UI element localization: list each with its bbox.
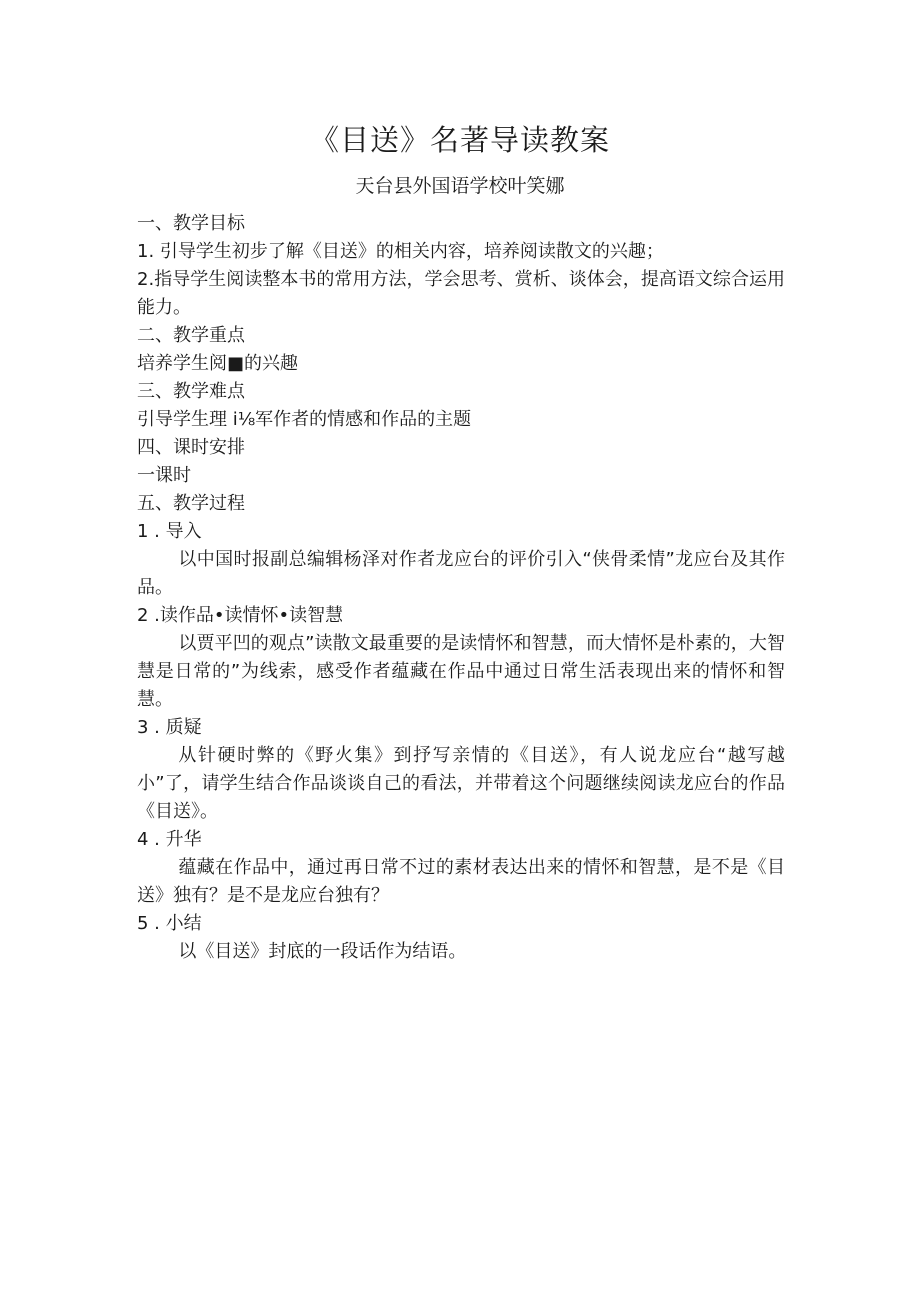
- step-title-5: 5 . 小结: [137, 913, 202, 934]
- step-text-2: 以贾平凹的观点”读散文最重要的是读情怀和智慧，而大情怀是朴素的，大智慧是日常的”为线索，感受作者蕴藏在作品中通过日常生活表现出来的情怀和智慧。: [137, 633, 785, 710]
- section-heading-goals: 一、教学目标: [137, 213, 245, 234]
- key-points-text: 培养学生阅■的兴趣: [137, 353, 299, 374]
- step-title-2: 2 .读作品•读情怀•读智慧: [137, 605, 344, 626]
- step-text-3: 从针硬时弊的《野火集》到抒写亲情的《目送》，有人说龙应台“越写越小”了，请学生结合作品谈谈自己的看法，并带着这个问题继续阅读龙应台的作品《目送》。: [137, 745, 785, 822]
- document-body: [137, 210, 785, 966]
- section-heading-schedule: 四、课时安排: [137, 437, 245, 458]
- step-title-4: 4 . 升华: [137, 829, 202, 850]
- section-heading-difficulties: 三、教学难点: [137, 381, 245, 402]
- schedule-text: 一课时: [137, 465, 191, 486]
- step-text-1: 以中国时报副总编辑杨泽对作者龙应台的评价引入“侠骨柔情”龙应台及其作品。: [137, 549, 785, 598]
- step-text-4: 蕴藏在作品中，通过再日常不过的素材表达出来的情怀和智慧，是不是《目送》独有？是不是龙应台独有？: [137, 857, 785, 906]
- document-title: 《目送》名著导读教案: [309, 123, 610, 157]
- step-title-3: 3 . 质疑: [137, 717, 202, 738]
- section-heading-key-points: 二、教学重点: [137, 325, 245, 346]
- step-title-1: 1 . 导入: [137, 521, 202, 542]
- goal-item-1: 1. 引导学生初步了解《目送》的相关内容，培养阅读散文的兴趣；: [137, 241, 664, 262]
- step-text-5: 以《目送》封底的一段话作为结语。: [178, 941, 467, 962]
- goal-item-2: 2.指导学生阅读整本书的常用方法，学会思考、赏析、谈体会，提高语文综合运用能力。: [137, 269, 785, 318]
- author-line: 天台县外国语学校叶笑娜: [355, 175, 565, 197]
- difficulties-text: 引导学生理 i⅛军作者的情感和作品的主题: [137, 409, 472, 430]
- section-heading-process: 五、教学过程: [137, 493, 245, 514]
